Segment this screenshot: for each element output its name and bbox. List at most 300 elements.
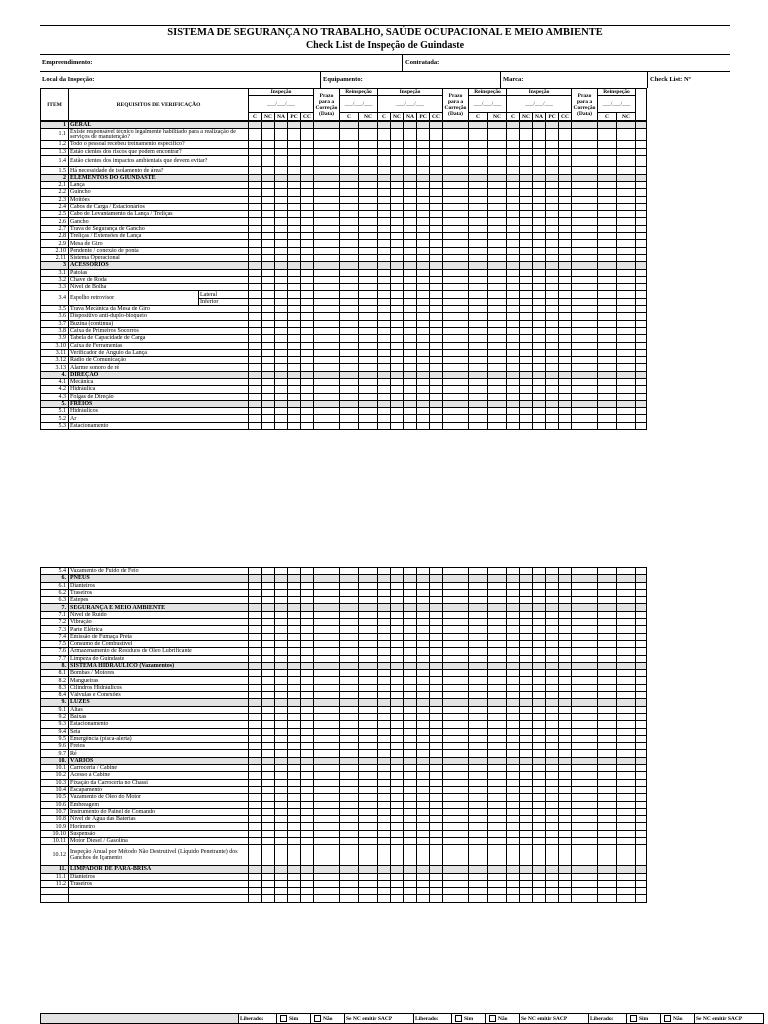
- check-cell[interactable]: [488, 866, 507, 873]
- check-cell[interactable]: [507, 684, 520, 691]
- check-cell[interactable]: [598, 155, 617, 167]
- check-cell[interactable]: [378, 765, 391, 772]
- check-cell[interactable]: [262, 801, 275, 808]
- correction-date-cell[interactable]: [443, 808, 469, 815]
- check-cell[interactable]: [507, 247, 520, 254]
- check-cell[interactable]: [417, 262, 430, 269]
- check-cell[interactable]: [340, 575, 359, 582]
- correction-date-cell[interactable]: [314, 713, 340, 720]
- check-cell[interactable]: [391, 765, 404, 772]
- check-cell[interactable]: [617, 801, 636, 808]
- correction-date-cell[interactable]: [572, 589, 598, 596]
- check-cell[interactable]: [520, 393, 533, 400]
- check-cell[interactable]: [378, 735, 391, 742]
- check-cell[interactable]: [391, 772, 404, 779]
- check-cell[interactable]: [617, 750, 636, 757]
- check-cell[interactable]: [520, 211, 533, 218]
- check-cell[interactable]: [288, 141, 301, 148]
- check-cell[interactable]: [520, 626, 533, 633]
- check-cell[interactable]: [469, 269, 488, 276]
- correction-date-cell[interactable]: [572, 611, 598, 618]
- check-cell[interactable]: [488, 155, 507, 167]
- check-cell[interactable]: [469, 335, 488, 342]
- check-cell[interactable]: [404, 240, 417, 247]
- check-cell[interactable]: [340, 692, 359, 699]
- check-cell[interactable]: [533, 422, 546, 429]
- check-cell[interactable]: [546, 349, 559, 356]
- check-cell[interactable]: [359, 408, 378, 415]
- check-cell[interactable]: [391, 837, 404, 844]
- check-cell[interactable]: [378, 148, 391, 155]
- check-cell[interactable]: [404, 626, 417, 633]
- check-cell[interactable]: [488, 357, 507, 364]
- check-cell[interactable]: [378, 349, 391, 356]
- check-cell[interactable]: [559, 589, 572, 596]
- check-cell[interactable]: [507, 830, 520, 837]
- check-cell[interactable]: [262, 233, 275, 240]
- check-cell[interactable]: [417, 837, 430, 844]
- check-cell[interactable]: [559, 357, 572, 364]
- check-cell[interactable]: [249, 750, 262, 757]
- check-cell[interactable]: [430, 582, 443, 589]
- check-cell[interactable]: [533, 400, 546, 407]
- check-cell[interactable]: [288, 684, 301, 691]
- check-cell[interactable]: [520, 349, 533, 356]
- check-cell[interactable]: [507, 866, 520, 873]
- check-cell[interactable]: [417, 148, 430, 155]
- check-cell[interactable]: [275, 706, 288, 713]
- check-cell[interactable]: [249, 320, 262, 327]
- check-cell[interactable]: [430, 706, 443, 713]
- check-cell[interactable]: [404, 633, 417, 640]
- check-cell[interactable]: [359, 240, 378, 247]
- check-cell[interactable]: [559, 415, 572, 422]
- correction-date-cell[interactable]: [443, 335, 469, 342]
- check-cell[interactable]: [469, 626, 488, 633]
- check-cell[interactable]: [533, 713, 546, 720]
- check-cell[interactable]: [378, 211, 391, 218]
- check-cell[interactable]: [469, 247, 488, 254]
- correction-date-cell[interactable]: [314, 633, 340, 640]
- check-cell[interactable]: [249, 181, 262, 188]
- check-cell[interactable]: [417, 218, 430, 225]
- check-cell[interactable]: [520, 750, 533, 757]
- check-cell[interactable]: [301, 735, 314, 742]
- check-cell[interactable]: [404, 167, 417, 174]
- check-cell[interactable]: [262, 141, 275, 148]
- correction-date-cell[interactable]: [443, 247, 469, 254]
- check-cell[interactable]: [559, 648, 572, 655]
- check-cell[interactable]: [249, 568, 262, 575]
- check-cell[interactable]: [378, 692, 391, 699]
- check-cell[interactable]: [520, 582, 533, 589]
- check-cell[interactable]: [359, 721, 378, 728]
- check-cell[interactable]: [301, 240, 314, 247]
- check-cell[interactable]: [378, 335, 391, 342]
- check-cell[interactable]: [533, 692, 546, 699]
- check-cell[interactable]: [507, 743, 520, 750]
- correction-date-cell[interactable]: [443, 211, 469, 218]
- check-cell[interactable]: [404, 568, 417, 575]
- correction-date-cell[interactable]: [443, 866, 469, 873]
- check-cell[interactable]: [391, 122, 404, 129]
- check-cell[interactable]: [275, 225, 288, 232]
- check-cell[interactable]: [417, 684, 430, 691]
- check-cell[interactable]: [359, 597, 378, 604]
- correction-date-cell[interactable]: [314, 837, 340, 844]
- check-cell[interactable]: [598, 597, 617, 604]
- check-cell[interactable]: [262, 699, 275, 706]
- check-cell[interactable]: [378, 640, 391, 647]
- check-cell[interactable]: [520, 713, 533, 720]
- check-cell[interactable]: [262, 823, 275, 830]
- check-cell[interactable]: [598, 662, 617, 669]
- check-cell[interactable]: [546, 386, 559, 393]
- check-cell[interactable]: [559, 633, 572, 640]
- check-cell[interactable]: [391, 313, 404, 320]
- check-cell[interactable]: [617, 342, 636, 349]
- check-cell[interactable]: [340, 335, 359, 342]
- check-cell[interactable]: [488, 247, 507, 254]
- check-cell[interactable]: [301, 604, 314, 611]
- correction-date-cell[interactable]: [443, 276, 469, 283]
- correction-date-cell[interactable]: [443, 291, 469, 298]
- check-cell[interactable]: [507, 888, 520, 895]
- correction-date-cell[interactable]: [443, 743, 469, 750]
- check-cell[interactable]: [262, 743, 275, 750]
- check-cell[interactable]: [430, 122, 443, 129]
- check-cell[interactable]: [488, 225, 507, 232]
- check-cell[interactable]: [391, 743, 404, 750]
- correction-date-cell[interactable]: [572, 721, 598, 728]
- check-cell[interactable]: [378, 823, 391, 830]
- check-cell[interactable]: [598, 357, 617, 364]
- check-cell[interactable]: [359, 276, 378, 283]
- correction-date-cell[interactable]: [314, 357, 340, 364]
- check-cell[interactable]: [617, 845, 636, 866]
- check-cell[interactable]: [559, 670, 572, 677]
- check-cell[interactable]: [378, 895, 391, 902]
- correction-date-cell[interactable]: [572, 866, 598, 873]
- correction-date-cell[interactable]: [443, 568, 469, 575]
- check-cell[interactable]: [340, 240, 359, 247]
- check-cell[interactable]: [275, 233, 288, 240]
- check-cell[interactable]: [488, 181, 507, 188]
- check-cell[interactable]: [559, 400, 572, 407]
- check-cell[interactable]: [533, 408, 546, 415]
- check-cell[interactable]: [507, 706, 520, 713]
- check-cell[interactable]: [378, 357, 391, 364]
- check-cell[interactable]: [249, 582, 262, 589]
- check-cell[interactable]: [288, 743, 301, 750]
- check-cell[interactable]: [617, 254, 636, 261]
- check-cell[interactable]: [507, 655, 520, 662]
- check-cell[interactable]: [262, 845, 275, 866]
- correction-date-cell[interactable]: [572, 422, 598, 429]
- check-cell[interactable]: [507, 225, 520, 232]
- check-cell[interactable]: [598, 141, 617, 148]
- check-cell[interactable]: [340, 247, 359, 254]
- check-cell[interactable]: [249, 148, 262, 155]
- check-cell[interactable]: [598, 743, 617, 750]
- check-cell[interactable]: [340, 203, 359, 210]
- check-cell[interactable]: [520, 415, 533, 422]
- check-cell[interactable]: [598, 247, 617, 254]
- check-cell[interactable]: [533, 291, 546, 298]
- check-cell[interactable]: [404, 655, 417, 662]
- check-cell[interactable]: [417, 662, 430, 669]
- check-cell[interactable]: [378, 830, 391, 837]
- check-cell[interactable]: [391, 655, 404, 662]
- check-cell[interactable]: [520, 692, 533, 699]
- correction-date-cell[interactable]: [443, 327, 469, 334]
- check-cell[interactable]: [598, 148, 617, 155]
- check-cell[interactable]: [378, 743, 391, 750]
- check-cell[interactable]: [533, 269, 546, 276]
- check-cell[interactable]: [507, 640, 520, 647]
- check-cell[interactable]: [249, 342, 262, 349]
- check-cell[interactable]: [275, 750, 288, 757]
- check-cell[interactable]: [301, 393, 314, 400]
- correction-date-cell[interactable]: [572, 808, 598, 815]
- check-cell[interactable]: [546, 699, 559, 706]
- check-cell[interactable]: [262, 379, 275, 386]
- check-cell[interactable]: [598, 240, 617, 247]
- check-cell[interactable]: [520, 218, 533, 225]
- check-cell[interactable]: [430, 262, 443, 269]
- check-cell[interactable]: [288, 721, 301, 728]
- check-cell[interactable]: [404, 233, 417, 240]
- check-cell[interactable]: [469, 670, 488, 677]
- check-cell[interactable]: [533, 633, 546, 640]
- check-cell[interactable]: [598, 757, 617, 764]
- check-cell[interactable]: [546, 422, 559, 429]
- check-cell[interactable]: [488, 837, 507, 844]
- check-cell[interactable]: [249, 633, 262, 640]
- check-cell[interactable]: [275, 393, 288, 400]
- check-cell[interactable]: [430, 298, 443, 305]
- check-cell[interactable]: [546, 713, 559, 720]
- check-cell[interactable]: [488, 692, 507, 699]
- check-cell[interactable]: [417, 291, 430, 298]
- check-cell[interactable]: [546, 189, 559, 196]
- check-cell[interactable]: [249, 408, 262, 415]
- check-cell[interactable]: [340, 211, 359, 218]
- checkbox-icon[interactable]: [280, 1015, 287, 1022]
- check-cell[interactable]: [301, 379, 314, 386]
- check-cell[interactable]: [546, 633, 559, 640]
- check-cell[interactable]: [275, 342, 288, 349]
- check-cell[interactable]: [275, 794, 288, 801]
- check-cell[interactable]: [275, 335, 288, 342]
- check-cell[interactable]: [340, 122, 359, 129]
- check-cell[interactable]: [404, 342, 417, 349]
- check-cell[interactable]: [378, 648, 391, 655]
- check-cell[interactable]: [301, 247, 314, 254]
- check-cell[interactable]: [288, 262, 301, 269]
- check-cell[interactable]: [404, 284, 417, 291]
- correction-date-cell[interactable]: [443, 786, 469, 793]
- check-cell[interactable]: [249, 880, 262, 887]
- check-cell[interactable]: [262, 728, 275, 735]
- correction-date-cell[interactable]: [314, 349, 340, 356]
- check-cell[interactable]: [249, 728, 262, 735]
- check-cell[interactable]: [275, 837, 288, 844]
- check-cell[interactable]: [359, 750, 378, 757]
- correction-date-cell[interactable]: [443, 648, 469, 655]
- check-cell[interactable]: [617, 794, 636, 801]
- check-cell[interactable]: [546, 589, 559, 596]
- check-cell[interactable]: [262, 364, 275, 371]
- check-cell[interactable]: [617, 816, 636, 823]
- check-cell[interactable]: [488, 765, 507, 772]
- correction-date-cell[interactable]: [314, 845, 340, 866]
- check-cell[interactable]: [520, 743, 533, 750]
- correction-date-cell[interactable]: [572, 779, 598, 786]
- check-cell[interactable]: [249, 141, 262, 148]
- check-cell[interactable]: [249, 611, 262, 618]
- reinspection-date-field[interactable]: ___/___/___: [340, 96, 378, 113]
- check-cell[interactable]: [430, 830, 443, 837]
- correction-date-cell[interactable]: [314, 582, 340, 589]
- check-cell[interactable]: [469, 692, 488, 699]
- correction-date-cell[interactable]: [314, 765, 340, 772]
- check-cell[interactable]: [359, 888, 378, 895]
- check-cell[interactable]: [262, 772, 275, 779]
- check-cell[interactable]: [469, 167, 488, 174]
- check-cell[interactable]: [275, 801, 288, 808]
- check-cell[interactable]: [417, 640, 430, 647]
- check-cell[interactable]: [359, 233, 378, 240]
- checkbox-icon[interactable]: [489, 1015, 496, 1022]
- check-cell[interactable]: [430, 626, 443, 633]
- check-cell[interactable]: [262, 181, 275, 188]
- check-cell[interactable]: [598, 342, 617, 349]
- check-cell[interactable]: [404, 866, 417, 873]
- reinspection-date-field[interactable]: ___/___/___: [469, 96, 507, 113]
- correction-date-cell[interactable]: [572, 699, 598, 706]
- check-cell[interactable]: [378, 582, 391, 589]
- check-cell[interactable]: [617, 880, 636, 887]
- check-cell[interactable]: [469, 794, 488, 801]
- check-cell[interactable]: [533, 211, 546, 218]
- correction-date-cell[interactable]: [572, 306, 598, 313]
- check-cell[interactable]: [507, 728, 520, 735]
- check-cell[interactable]: [559, 721, 572, 728]
- correction-date-cell[interactable]: [572, 167, 598, 174]
- check-cell[interactable]: [559, 626, 572, 633]
- check-cell[interactable]: [546, 582, 559, 589]
- check-cell[interactable]: [262, 706, 275, 713]
- check-cell[interactable]: [340, 801, 359, 808]
- correction-date-cell[interactable]: [314, 313, 340, 320]
- correction-date-cell[interactable]: [572, 772, 598, 779]
- check-cell[interactable]: [391, 866, 404, 873]
- check-cell[interactable]: [391, 276, 404, 283]
- check-cell[interactable]: [288, 735, 301, 742]
- check-cell[interactable]: [404, 400, 417, 407]
- check-cell[interactable]: [275, 713, 288, 720]
- check-cell[interactable]: [340, 174, 359, 181]
- check-cell[interactable]: [340, 349, 359, 356]
- correction-date-cell[interactable]: [572, 706, 598, 713]
- correction-date-cell[interactable]: [314, 575, 340, 582]
- check-cell[interactable]: [378, 808, 391, 815]
- correction-date-cell[interactable]: [314, 155, 340, 167]
- check-cell[interactable]: [378, 816, 391, 823]
- check-cell[interactable]: [391, 794, 404, 801]
- correction-date-cell[interactable]: [314, 772, 340, 779]
- check-cell[interactable]: [301, 196, 314, 203]
- check-cell[interactable]: [417, 400, 430, 407]
- check-cell[interactable]: [404, 713, 417, 720]
- check-cell[interactable]: [469, 174, 488, 181]
- check-cell[interactable]: [275, 692, 288, 699]
- check-cell[interactable]: [469, 181, 488, 188]
- check-cell[interactable]: [546, 619, 559, 626]
- check-cell[interactable]: [430, 597, 443, 604]
- check-cell[interactable]: [249, 349, 262, 356]
- correction-date-cell[interactable]: [314, 400, 340, 407]
- check-cell[interactable]: [378, 837, 391, 844]
- check-cell[interactable]: [275, 415, 288, 422]
- check-cell[interactable]: [417, 772, 430, 779]
- check-cell[interactable]: [249, 794, 262, 801]
- check-cell[interactable]: [430, 335, 443, 342]
- check-cell[interactable]: [507, 880, 520, 887]
- correction-date-cell[interactable]: [443, 816, 469, 823]
- check-cell[interactable]: [391, 692, 404, 699]
- check-cell[interactable]: [249, 873, 262, 880]
- check-cell[interactable]: [249, 393, 262, 400]
- check-cell[interactable]: [262, 735, 275, 742]
- check-cell[interactable]: [275, 619, 288, 626]
- check-cell[interactable]: [507, 735, 520, 742]
- correction-date-cell[interactable]: [572, 816, 598, 823]
- check-cell[interactable]: [288, 218, 301, 225]
- correction-date-cell[interactable]: [443, 706, 469, 713]
- check-cell[interactable]: [533, 386, 546, 393]
- check-cell[interactable]: [507, 648, 520, 655]
- check-cell[interactable]: [249, 575, 262, 582]
- check-cell[interactable]: [559, 662, 572, 669]
- check-cell[interactable]: [301, 662, 314, 669]
- field-empreendimento[interactable]: Empreendimento:: [42, 59, 93, 66]
- check-cell[interactable]: [520, 298, 533, 305]
- check-cell[interactable]: [417, 122, 430, 129]
- check-cell[interactable]: [359, 633, 378, 640]
- check-cell[interactable]: [288, 203, 301, 210]
- check-cell[interactable]: [404, 386, 417, 393]
- check-cell[interactable]: [546, 772, 559, 779]
- check-cell[interactable]: [391, 364, 404, 371]
- correction-date-cell[interactable]: [314, 786, 340, 793]
- check-cell[interactable]: [275, 888, 288, 895]
- check-cell[interactable]: [359, 808, 378, 815]
- check-cell[interactable]: [417, 189, 430, 196]
- check-cell[interactable]: [546, 706, 559, 713]
- correction-date-cell[interactable]: [314, 655, 340, 662]
- check-cell[interactable]: [404, 306, 417, 313]
- correction-date-cell[interactable]: [572, 677, 598, 684]
- check-cell[interactable]: [469, 357, 488, 364]
- correction-date-cell[interactable]: [314, 895, 340, 902]
- check-cell[interactable]: [249, 203, 262, 210]
- check-cell[interactable]: [533, 873, 546, 880]
- check-cell[interactable]: [262, 196, 275, 203]
- check-cell[interactable]: [559, 284, 572, 291]
- check-cell[interactable]: [533, 364, 546, 371]
